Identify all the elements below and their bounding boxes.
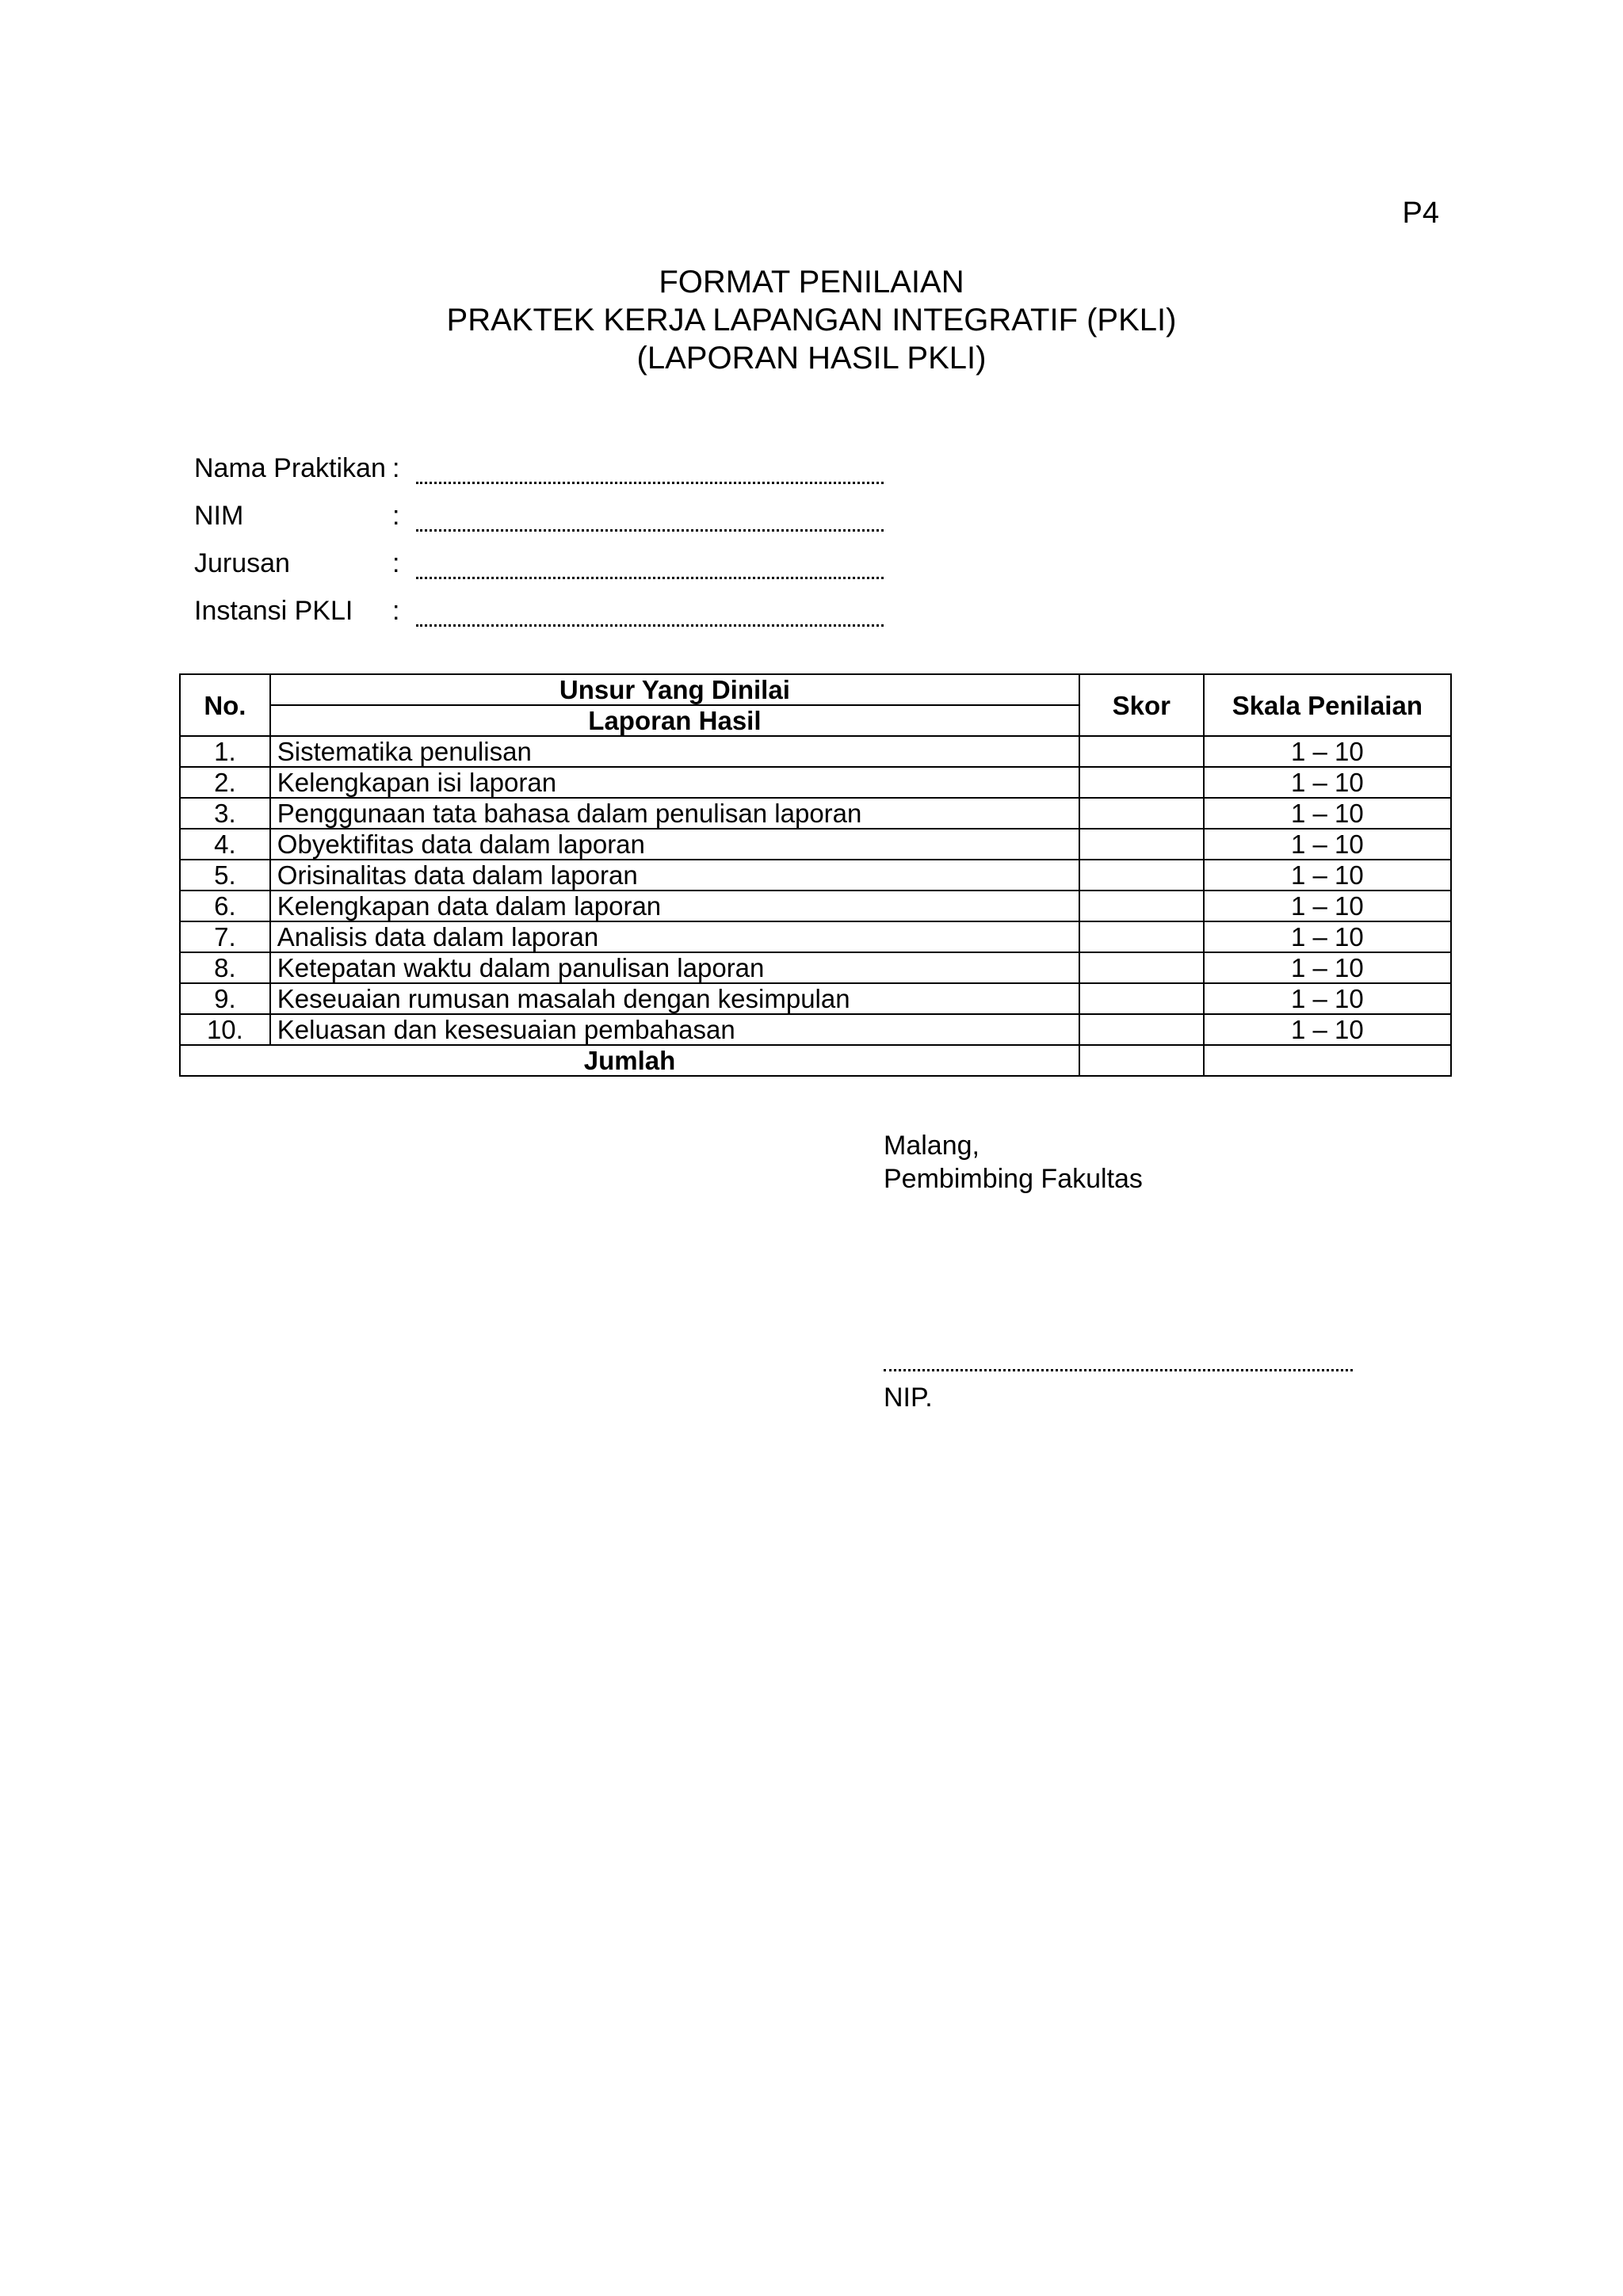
row-skor[interactable]	[1079, 952, 1204, 983]
row-no: 10.	[180, 1014, 270, 1045]
row-skala: 1 – 10	[1204, 860, 1451, 891]
row-skor[interactable]	[1079, 891, 1204, 921]
total-label: Jumlah	[180, 1045, 1079, 1076]
row-skor[interactable]	[1079, 1014, 1204, 1045]
signature-role: Pembimbing Fakultas	[884, 1164, 1143, 1194]
row-no: 3.	[180, 798, 270, 829]
field-label: Instansi PKLI	[194, 596, 353, 626]
signature-line[interactable]	[884, 1369, 1353, 1371]
table-row	[180, 736, 1451, 767]
row-unsur: Penggunaan tata bahasa dalam penulisan laporan	[270, 798, 1079, 829]
row-skala: 1 – 10	[1204, 952, 1451, 983]
row-no: 7.	[180, 921, 270, 952]
fill-in-line[interactable]	[416, 482, 884, 484]
total-row	[180, 1045, 1451, 1076]
total-skala	[1204, 1045, 1451, 1076]
row-unsur: Keluasan dan kesesuaian pembahasan	[270, 1014, 1079, 1045]
row-unsur: Ketepatan waktu dalam panulisan laporan	[270, 952, 1079, 983]
title-line-3: (LAPORAN HASIL PKLI)	[636, 341, 987, 376]
table-row	[180, 983, 1451, 1014]
row-unsur: Kelengkapan isi laporan	[270, 767, 1079, 798]
row-skala: 1 – 10	[1204, 983, 1451, 1014]
row-skala: 1 – 10	[1204, 1014, 1451, 1045]
table-row	[180, 829, 1451, 860]
row-skala: 1 – 10	[1204, 921, 1451, 952]
row-no: 8.	[180, 952, 270, 983]
signature-place: Malang,	[884, 1131, 980, 1161]
header-unsur: Unsur Yang Dinilai	[270, 674, 1079, 705]
table-row	[180, 1014, 1451, 1045]
row-unsur: Keseuaian rumusan masalah dengan kesimpulan	[270, 983, 1079, 1014]
field-label: NIM	[194, 501, 244, 531]
table-row	[180, 767, 1451, 798]
page-code: P4	[1402, 196, 1439, 230]
table-row	[180, 952, 1451, 983]
field-label: Nama Praktikan	[194, 453, 386, 483]
assessment-table	[179, 673, 1452, 1077]
row-skor[interactable]	[1079, 829, 1204, 860]
document-title	[0, 263, 1623, 377]
row-no: 5.	[180, 860, 270, 891]
row-skor[interactable]	[1079, 798, 1204, 829]
row-no: 9.	[180, 983, 270, 1014]
row-no: 4.	[180, 829, 270, 860]
table-row	[180, 860, 1451, 891]
nip-label: NIP.	[884, 1383, 933, 1413]
fill-in-line[interactable]	[416, 577, 884, 579]
title-line-2: PRAKTEK KERJA LAPANGAN INTEGRATIF (PKLI)	[446, 303, 1177, 338]
table-row	[180, 798, 1451, 829]
row-unsur: Obyektifitas data dalam laporan	[270, 829, 1079, 860]
field-colon: :	[392, 548, 400, 578]
row-skor[interactable]	[1079, 736, 1204, 767]
row-unsur: Analisis data dalam laporan	[270, 921, 1079, 952]
header-no: No.	[180, 674, 270, 736]
table-row	[180, 921, 1451, 952]
row-unsur: Sistematika penulisan	[270, 736, 1079, 767]
row-no: 6.	[180, 891, 270, 921]
total-skor[interactable]	[1079, 1045, 1204, 1076]
table-row	[180, 891, 1451, 921]
row-skala: 1 – 10	[1204, 829, 1451, 860]
row-skor[interactable]	[1079, 921, 1204, 952]
row-skor[interactable]	[1079, 983, 1204, 1014]
row-skala: 1 – 10	[1204, 798, 1451, 829]
title-line-1: FORMAT PENILAIAN	[659, 265, 964, 299]
row-skor[interactable]	[1079, 860, 1204, 891]
row-unsur: Orisinalitas data dalam laporan	[270, 860, 1079, 891]
row-unsur: Kelengkapan data dalam laporan	[270, 891, 1079, 921]
field-label: Jurusan	[194, 548, 290, 578]
signature-block	[884, 1129, 1143, 1196]
row-no: 2.	[180, 767, 270, 798]
row-no: 1.	[180, 736, 270, 767]
field-colon: :	[392, 596, 400, 626]
header-unsur-sub: Laporan Hasil	[270, 705, 1079, 736]
field-colon: :	[392, 453, 400, 483]
row-skala: 1 – 10	[1204, 891, 1451, 921]
row-skor[interactable]	[1079, 767, 1204, 798]
fill-in-line[interactable]	[416, 529, 884, 532]
row-skala: 1 – 10	[1204, 767, 1451, 798]
header-skor: Skor	[1079, 674, 1204, 736]
row-skala: 1 – 10	[1204, 736, 1451, 767]
fill-in-line[interactable]	[416, 624, 884, 627]
header-skala: Skala Penilaian	[1204, 674, 1451, 736]
field-colon: :	[392, 501, 400, 531]
